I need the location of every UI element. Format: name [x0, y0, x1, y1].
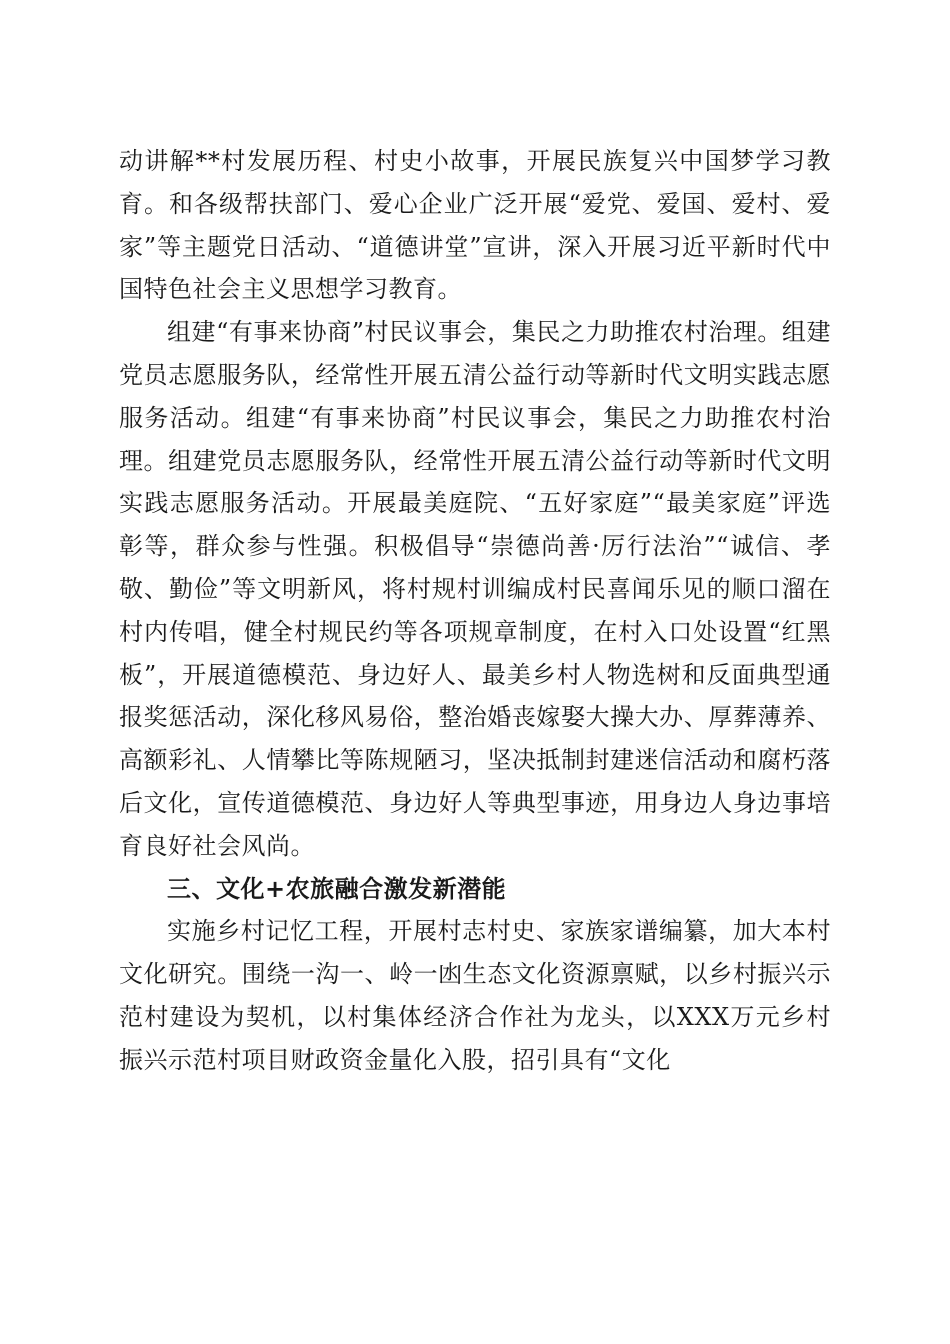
section-heading-3: 三、文化+农旅融合激发新潜能 — [167, 874, 507, 903]
paragraph-village-memory: 实施乡村记忆工程，开展村志村史、家族家谱编纂，加大本村文化研究。围绕一沟一、岭一凼生态文化资源禀赋，以乡村振兴示范村建设为契机，以村集体经济合作社为龙头，以XXX万元乡村振兴示范村项目财政资金量化入股，招引具有“文化 — [119, 917, 831, 1074]
document-body — [119, 140, 831, 1082]
paragraph-village-council: 组建“有事来协商”村民议事会，集民之力助推农村治理。组建党员志愿服务队，经常性开展五清公益行动等新时代文明实践志愿服务活动。组建“有事来协商”村民议事会，集民之力助推农村治理。组建党员志愿服务队，经常性开展五清公益行动等新时代文明实践志愿服务活动。开展最美庭院、“五好家庭”“最美家庭”评选彰等，群众参与性强。积极倡导“崇德尚善·厉行法治”“诚信、孝敬、勤俭”等文明新风，将村规村训编成村民喜闻乐见的顺口溜在村内传唱，健全村规民约等各项规章制度，在村入口处设置“红黑板”，开展道德模范、身边好人、最美乡村人物选树和反面典型通报奖惩活动，深化移风易俗，整治婚丧嫁娶大操大办、厚葬薄养、高额彩礼、人情攀比等陈规陋习，坚决抵制封建迷信活动和腐朽落后文化，宣传道德模范、身边好人等典型事迹，用身边人身边事培育良好社会风尚。 — [119, 318, 831, 860]
paragraph-continued: 动讲解**村发展历程、村史小故事，开展民族复兴中国梦学习教育。和各级帮扶部门、爱心企业广泛开展“爱党、爱国、爱村、爱家”等主题党日活动、“道德讲堂”宣讲，深入开展习近平新时代中国特色社会主义思想学习教育。 — [119, 147, 831, 304]
